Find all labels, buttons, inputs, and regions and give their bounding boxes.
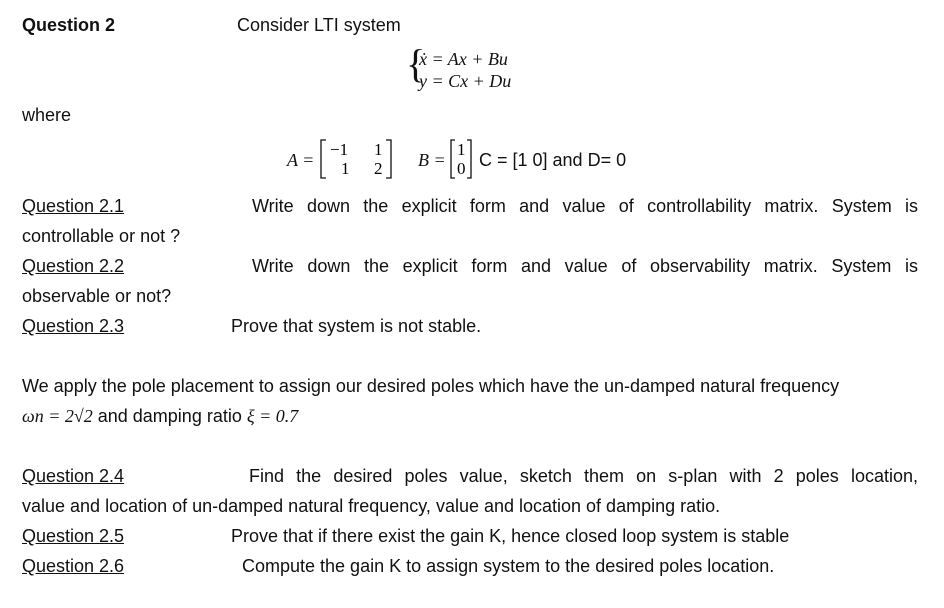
matrix-a-label: A =: [287, 150, 315, 170]
matrix-b-cell: 1: [457, 140, 466, 159]
matrix-a-cell: −1: [330, 140, 349, 159]
question-2-4-text: Find the desired poles value, sketch them on s-plan with 2 poles location,: [249, 466, 918, 486]
question-2-2-label: Question 2.2: [22, 256, 125, 276]
question-2-1-label: Question 2.1: [22, 196, 125, 216]
matrix-a-cell: 1: [374, 140, 383, 159]
pole-placement-line-2: [22, 405, 298, 427]
question-2-heading: Question 2: [22, 15, 116, 35]
c-and-d-values: C = [1 0] and D= 0: [479, 150, 627, 170]
question-2-5-text: Prove that if there exist the gain K, hence closed loop system is stable: [231, 526, 790, 546]
question-2-1-text: Write down the explicit form and value of controllability matrix. System is: [252, 196, 918, 216]
system-brace: {: [406, 41, 426, 86]
question-2-6-text: Compute the gain K to assign system to the desired poles location.: [242, 556, 775, 576]
question-2-3-text: Prove that system is not stable.: [231, 316, 482, 336]
output-equation: y = Cx + Du: [419, 71, 512, 91]
question-2-3-label: Question 2.3: [22, 316, 125, 336]
question-2-1-text-cont: controllable or not ?: [22, 226, 181, 246]
question-2-2-text: Write down the explicit form and value of observability matrix. System is: [252, 256, 918, 276]
intro-text: Consider LTI system: [237, 15, 401, 35]
damping-ratio-expr: ξ = 0.7: [246, 406, 299, 426]
natural-frequency-expr: ωn = 2√2: [22, 406, 93, 426]
pole-placement-text: We apply the pole placement to assign our desired poles which have the un-damped natural frequency: [22, 376, 840, 396]
matrix-b: [448, 136, 478, 182]
question-2-6-label: Question 2.6: [22, 556, 125, 576]
question-2-5-label: Question 2.5: [22, 526, 125, 546]
matrix-a-cell: 2: [374, 159, 383, 178]
damping-ratio-text: and damping ratio: [97, 406, 242, 426]
question-2-2-text-cont: observable or not?: [22, 286, 172, 306]
matrix-a-cell: 1: [341, 159, 350, 178]
where-text: where: [22, 105, 72, 125]
matrix-b-cell: 0: [457, 159, 466, 178]
matrix-a: [318, 136, 398, 182]
state-equation: ẋ = Ax + Bu: [419, 49, 508, 69]
question-2-4-label: Question 2.4: [22, 466, 125, 486]
matrix-b-label: B =: [418, 150, 446, 170]
question-2-4-text-cont: value and location of un-damped natural frequency, value and location of damping ratio.: [22, 496, 721, 516]
